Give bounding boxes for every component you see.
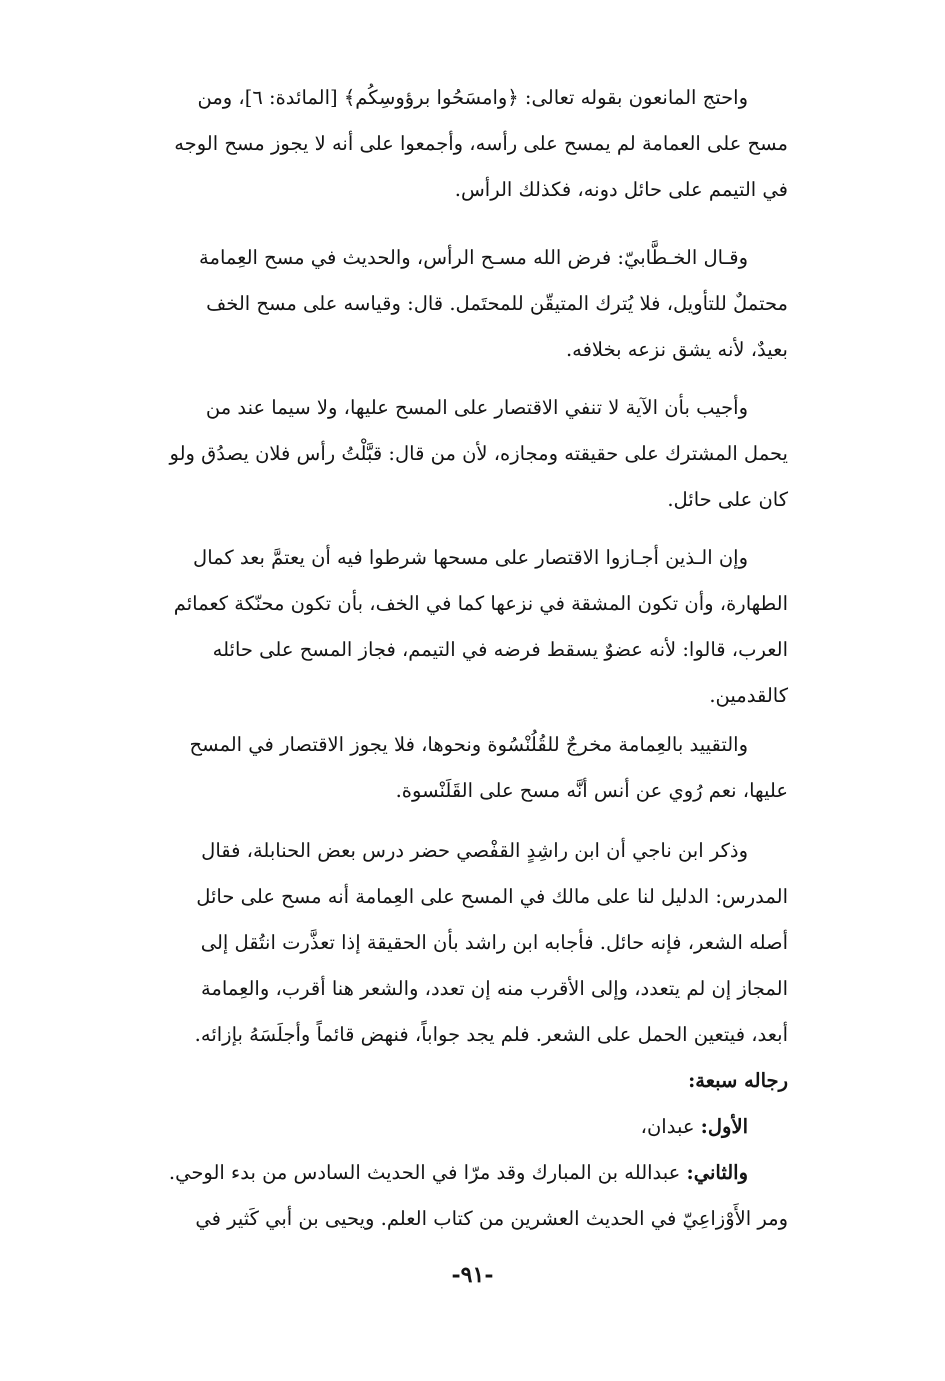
text-line: أبعد، فيتعين الحمل على الشعر. فلم يجد جواباً، فنهض قائماً وأجلَسَهُ بإزائه. <box>194 1023 788 1046</box>
text-line: مسح على العمامة لم يمسح على رأسه، وأجمعوا على أنه لا يجوز مسح الوجه <box>174 132 788 155</box>
text-line: واحتج المانعون بقوله تعالى: ﴿وامسَحُوا برؤوسِكُم﴾ [المائدة: ٦]، ومن <box>197 86 748 109</box>
text-line: المجاز إن لم يتعدد، وإلى الأقرب منه إن تعدد، والشعر هنا أقرب، والعِمامة <box>200 977 788 1000</box>
narrators-section <box>112 1058 788 1242</box>
text-line: والتقييد بالعِمامة مخرجٌ للقُلُنْسُوة ونحوها، فلا يجوز الاقتصار في المسح <box>189 733 748 756</box>
text-line: وإن الـذين أجـازوا الاقتصار على مسحها شرطوا فيه أن يعتمَّ بعد كمال <box>193 546 748 569</box>
narrator-first-label: الأول: <box>700 1115 748 1138</box>
text-line: أصله الشعر، فإنه حائل. فأجابه ابن راشد بأن الحقيقة إذا تعذَّرت انتُقل إلى <box>200 931 788 954</box>
text-line: في التيمم على حائل دونه، فكذلك الرأس. <box>454 178 788 201</box>
paragraph-4 <box>112 535 788 719</box>
text-line: عليها، نعم رُوي عن أنس أنَّه مسح على القَلَنْسوة. <box>395 779 788 802</box>
text-line: وذكر ابن ناجي أن ابن راشِدٍ القفْصي حضر درس بعض الحنابلة، فقال <box>201 839 748 862</box>
text-line: محتملٌ للتأويل، فلا يُترك المتيقّن للمحتَمل. قال: وقياسه على مسح الخف <box>206 292 788 315</box>
text-line: العرب، قالوا: لأنه عضوٌ يسقط فرضه في التيمم، فجاز المسح على حائله <box>212 638 788 661</box>
paragraph-3 <box>112 385 788 523</box>
text-line: المدرس: الدليل لنا على مالك في المسح على العِمامة أنه مسح على حائل <box>196 885 788 908</box>
text-line: وأجيب بأن الآية لا تنفي الاقتصار على المسح عليها، ولا سيما عند من <box>205 396 748 419</box>
text-line: يحمل المشترك على حقيقته ومجازه، لأن من قال: قبَّلْتُ رأس فلان يصدُق ولو <box>169 442 788 465</box>
paragraph-2 <box>112 235 788 373</box>
narrator-first <box>112 1104 788 1150</box>
text-line: وقـال الخـطَّابيّ: فرض الله مسـح الرأس، والحديث في مسح العِمامة <box>199 246 748 269</box>
page-number: -٩١- <box>451 1262 494 1288</box>
paragraph-5 <box>112 722 788 814</box>
text-line: الطهارة، وأن تكون المشقة في نزعها كما في الخف، بأن تكون محنّكة كعمائم <box>173 592 788 615</box>
paragraph-6 <box>112 828 788 1058</box>
narrator-second-text: عبدالله بن المبارك وقد مرّا في الحديث السادس من بدء الوحي. <box>168 1161 687 1184</box>
paragraph-1 <box>112 75 788 213</box>
narrator-first-text: عبدان، <box>640 1115 701 1138</box>
narrator-second-label: والثاني: <box>686 1161 748 1184</box>
text-line: كان على حائل. <box>667 488 788 511</box>
text-line: كالقدمين. <box>709 684 788 707</box>
narrators-heading: رجاله سبعة: <box>688 1069 788 1092</box>
text-line: ومر الأَوْزاعِيّ في الحديث العشرين من كتاب العلم. ويحيى بن أبي كَثير في <box>195 1207 788 1230</box>
text-line: بعيدٌ، لأنه يشق نزعه بخلافه. <box>565 338 788 361</box>
narrator-second <box>112 1150 788 1196</box>
